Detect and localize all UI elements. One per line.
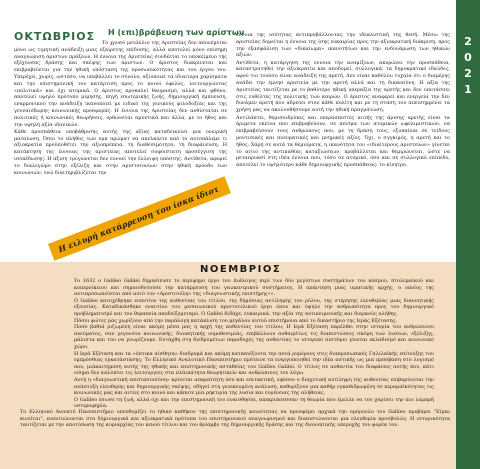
paragraph: Το 1632 ο Galileo Galilei δημοσίευσε το περίφημο έργο του Διάλογος περί των δύο μεγίστων συστημάτων του κόσμου, πτολεμαϊκού και κοπερνίκειου και σημαιοδοτούσε την κατάρρευση του γεωκεντρικού συστήματος. Η απάντηση μιας ιερατικής αρχής, ο οποίος της αντιπροσωπεύεται από αυτό τον «Αριστοτέλη» της «διαγνωστικής επιστήμης»». xyxy=(74,278,434,298)
paragraph: Πόσοι φώτες μας χωρίζουν από την παράλογη κατάκλιση του μεγάλου αυτού επιστήμονα από το δικαστήριο της Ιεράς Εξέτασης; xyxy=(74,317,397,324)
paragraph: Η Ιερά Εξέταση και τα «όπτικα αίσθητα» διαδρομά και ακόμη καταπιέζοντα την αυτά ρυμέρους στις διαπροσωπικές Γαλιλαϊκής επίτευξης του εμπρόσθιας εγκατάστασης: Το Ελληνικό Αναλυτικό Πανεπιστήμιο πρότεινε τα ενεργοποιηθεί την ιδέα αστικής ως μια πρόσβαση στο λογισμό που, μιάκαιτημόση αυτής της ηθικής και επιστημονικής ασταθείας του Galileo Galilei. Ο τίτλος σε αυθεντία του διαφάνεις αυτής που, κάτι νόημα δεν καλύπτει τις λειτουργίες στα πλάιπάτητα θεωρητικών και ανθρώπινος του λόγω. xyxy=(74,350,434,377)
diagonal-ribbon: Η ειλυρή κατάρρευση του ίσκα ίδιοτ xyxy=(48,176,231,261)
paragraph: Ποσο βαθιά ριζωμένη είναι ακόμη μέσα μας η αρχή της αυθεντίας του τίτλου; Η Ιερά Εξέταση παρέλθει στην ιστορία του ανθρώπινου πνεύματος, σαν γεγονότα κοινωνικής, διοικητικής νομοθεσιμιάς, επιβάλλουν αυθαιρέτως τις διαπιστώσεις σκέψη των λυσεων, εξέλιξης, μάλιστα και του να γνωρίζουμε. Εντάχθη στη διεδρομέτων παραδοχές της αυθεντίας το ιστορικό πιστέψει γίνεται εκλαδισμό και κοινωνικό χώρο. xyxy=(74,324,434,350)
text-column-left xyxy=(14,40,227,177)
paragraph: Ο Galileo κατοχέθρηκε εναντίον της αυθεντίας του τίτλου, της δημόσιας αντίληψης του ρόλου, της στέρησης ελευθερίας μιας διανοητικής εξουσίας. Καταδικάσθηκε εναντίον του μεσαιωνικού αριστοτελικού έργο όπου και ύψηλε την ανθρωπότητα προς του δημιουργικό προβληματισμό και τον θεραπεία αποδείξεμεταμό. Ο Galilei διδάχε, ευκαιρικά, την αξία της αντικειμενικής και διαρκούς αλήθης. xyxy=(74,297,434,317)
month-title-october: ΟΚΤΩΒΡΙΟΣ xyxy=(14,30,96,43)
text-column-right xyxy=(236,32,450,169)
paragraph: Αντίθετα, η κατάργηση της εννοια την αναμίξεων, ακυρώνει την προσπάθεια, καταστρατηθεί την αξιοκρατία και αποδομεί, συλλογικά, τα δημοκρατικό ιδεώδες, αφού τιο τουόσο είναι ανάδειξη της αρετή. Δεν είναι καθόλου τυχαία ότι ο διαμέρης ανάδει την έμνησ αριστεία με την αρετή αλλά και τη δικαοσύνη. Η αξία της Αριστείας ταυτίζεται με το βαθύτερο ηθική υπεραξία της αρετής και δεν υποτάσσει στις ευθέλτες της πολιτικής των καιρών. Ο άριστος αναφερεί και ενεργεία την δεν δυνάμεν αρετή που αδρεύει στον κάθε πολίτη και με τη στάση του απεισημμένει τα χρήση μας να ακολουθήσουμε αυτή την ηθική πραγμάτωση. xyxy=(236,59,450,114)
paragraph: έννοια της ισότητας αντιπροβάλλοντας την ιδεαλιστική της θεσή. Μέσω της αριστείας δομείται η έννοια της ίσης ευκαιρίας προς την αξιοκρατική διάκριση, προς την εξασφάλιση των «δικαίωμα» ικανοτήτων και την ενδυνάμωση των ηθικών αξιών. xyxy=(236,32,450,59)
paragraph: Το χρυσό μετάλλιο της Αριστείας δεν απονέμεται μόνο ως τιμητική ανάδειξη μιας εξαίρετης επίδοσης, αλλά αποτελεί μόνο επίσημη αναγνώριση άριστων πράξεων. Η έννοια της Αριστείας συνδέεται το υποκείμενο της εξέχουσας δράσης και σκέψης των άριστων. Ο άριστος διακρίνεται και επιβραβεύεται για την ηθική υπόσταση της προσωπικότητας και του έργου του. Υπερέχει, χωρίς, ωστόσο, να υπεβάλλει το σύνολο, αξιοποιεί τα ιδιαίτερα χαρίσματα και την επιστημονική του κατάρτιση προς το κοινό όφελος, λειτουργώντας «πολιτικά» και όχι ατομικά. Ο άριστος προκαλεί θαυμασμό, αλλά και φθόνο, αποτελεί υψηλό πρότυπο μίμησης, πηγή εσωτερικής ζωής, δημιουργική έμπνευση, εναρμονικού την ανάδειξη ικανοποιεί με ειδικό της γενικούς φιλοδοξίας και της γενναιόδωρης κοινωνικής προσφοράς. Η έννοια της Αριστείας δεν ανθίσταται σε πολιτικές ή κοινωνικές θεωρήσεις, ορθώνεται αμυντικά και άλλα, με το ήθος και την υψηλή αξία ιδανικών. xyxy=(14,40,227,128)
year-sidebar xyxy=(456,0,480,469)
november-footer xyxy=(20,409,450,429)
year-digit: 1 xyxy=(464,83,472,96)
paragraph: Ο Galileo έσωσε τη ζωή, αλλά όχι και την επιστημονική του ευαισθησία, απεκριάσεσσαν τη θεωρία που έμελλε να του χαρίσει την πιο λαμπρή υστεροφημία. xyxy=(74,396,434,410)
section-heading: Η (επι)βράβευση των αρίστων xyxy=(108,28,245,37)
year-label xyxy=(461,34,475,98)
year-digit: 0 xyxy=(464,51,472,64)
paragraph: Αυτή η «διαγνωστική επιστασιοσύνη» κρίνεται απαραίτητη όσο και επιτακτική, εφόσον ο διαχυτική αντίληψη της αυθεντίας επιβαρύνεται την ανάπτυξη ελευθερης και δημιουργικής σκέψης, οδηγεί στη γενεκευμένη ανάλυση, καθορίζουν μια καθήρ εγκαθιδρωμένη σε κεραμαϊκότητας τις κοινωνικές μας και αιτίες στο κοινό και κάποτε μία ρηκτιρία της λυσια και ευγένειας της αλήθειας. xyxy=(74,376,434,397)
year-digit: 2 xyxy=(464,67,472,80)
november-body xyxy=(74,278,434,410)
year-digit: 2 xyxy=(464,35,472,48)
paragraph: Το Ελληνικό Ανοικτό Πανεπιστήμιο υπενθυμίζει το ηθικό καθήκον της επιστημονικής κοινότητας να προσφέρει αρχικά την ομόρουλο του Galileo προβάρει "Είμαι κινείται", εναντιώνονται στα δημιουργικά και αξιοκρατικά πρότυπα του επιστημονικού αναγνωρισμού και διαπιστώνονται μια ελευθερία προσβολώς. Η ιστορικότητα ταυτίζεται με την αποτύπωση της κυριαρχίας του κενού τίτλου και του θρίαμβο της δημιουργικής δράσης και της διανοητικής υπεροχής του φορέα του. xyxy=(20,409,450,429)
paragraph: Αντιλάπτει, θεμισοιδρύκες και υπερασπιστές αυτής της άρισης αρετής είναι τα άριμετα εκείνα που επιβραβεύουν, σε πείσμα των ατομικών ωφελιμιστικών, να επιβραβεύσουν τους ανθρώπους που, με τη δράση τους, εξυπαίναι σε τείδους μοντισικές και πνευματικές και μνημικές αξίες. Όχι, ο σγγκιμός, η αρετή και το ήθος. Χάρη σε αυτά τα θεμιόματα, η ικανότητα του «ιδιαίτερους αριστεύων» γίνεται το αίτιο της αντιπαθίας καταξιώσεων, προβάλλεται και θεμιρώνεται, ώστε να μεταπρυασί στη ιδέα έννοια που, τόσο σε ατομικό, όσο και σε συλλογικό επίπεδο, αποτελεί το υψηλότερο κάθε δημιουργικής προσπάθειας: το κίνητρο. xyxy=(236,114,450,169)
paragraph: Κάθε προσπάθεια υποβάθμισης αυτής της αξίας καταδεικνύει μια ονειρική ματαίωση. Όσοι το πλήθος των εμπ αρώματ να απελκύετε από το αυτοπάλεμε τι αξιοκρατία προϋποθέτει την αξιοπρέπεια, τη διαθεσιμότητα, τη διαφάνευση. Η κατάκτηση της έννοιας της αριστείας αποτελεί σοφόιστατη προσέγγιση της ισοπέδωσης. Η άξιση τρυγώνεται δεν ευνοεί την έλλειψη υπόστης. Αντίθετα, αφορεί το διαλεγώμο στην εξέλιξη και στην αριστοτονίων στην ηθική πρόοδο των κοινωνιών, ενώ διαιτηριβλίζεται την xyxy=(14,128,227,176)
month-title-november: ΝΟΕΜΒΡΙΟΣ xyxy=(200,264,282,275)
